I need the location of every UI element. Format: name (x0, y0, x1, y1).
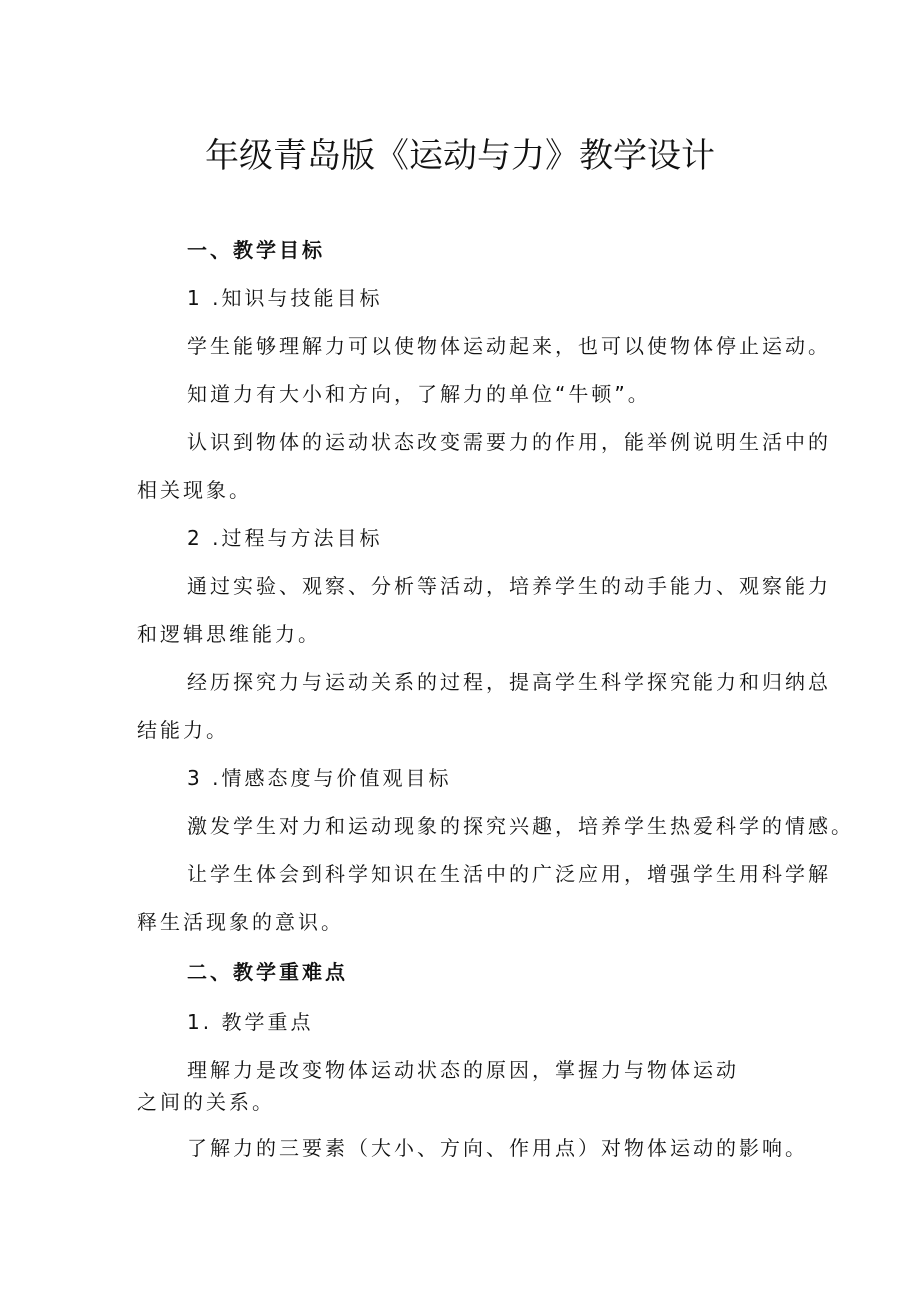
section-heading-key-difficulties: 二、教学重难点 (187, 960, 348, 984)
paragraph-line: 和逻辑思维能力。 (137, 622, 321, 646)
paragraph-line: 之间的关系。 (137, 1090, 275, 1114)
subheading-teaching-focus: 1. 教学重点 (187, 1010, 314, 1034)
paragraph-line: 相关现象。 (137, 478, 252, 502)
paragraph-line: 理解力是改变物体运动状态的原因，掌握力与物体运动 (187, 1058, 739, 1082)
subheading-attitude-values: 3 .情感态度与价值观目标 (187, 766, 452, 790)
paragraph-line: 了解力的三要素（大小、方向、作用点）对物体运动的影响。 (187, 1136, 808, 1160)
subheading-process-methods: 2 .过程与方法目标 (187, 526, 383, 550)
subheading-knowledge-skills: 1 .知识与技能目标 (187, 286, 383, 310)
paragraph-line: 认识到物体的运动状态改变需要力的作用，能举例说明生活中的 (187, 430, 831, 454)
paragraph-line: 通过实验、观察、分析等活动，培养学生的动手能力、观察能力 (187, 574, 831, 598)
paragraph-line: 激发学生对力和运动现象的探究兴趣，培养学生热爱科学的情感。 (187, 814, 854, 838)
paragraph-line: 让学生体会到科学知识在生活中的广泛应用，增强学生用科学解 (187, 862, 831, 886)
paragraph-line: 学生能够理解力可以使物体运动起来，也可以使物体停止运动。 (187, 334, 831, 358)
paragraph-line: 经历探究力与运动关系的过程，提高学生科学探究能力和归纳总 (187, 670, 831, 694)
paragraph-line: 知道力有大小和方向，了解力的单位“牛顿”。 (187, 382, 651, 406)
document-title: 年级青岛版《运动与力》教学设计 (205, 136, 715, 176)
section-heading-teaching-goals: 一、教学目标 (187, 238, 325, 262)
paragraph-line: 结能力。 (137, 718, 229, 742)
paragraph-line: 释生活现象的意识。 (137, 910, 344, 934)
